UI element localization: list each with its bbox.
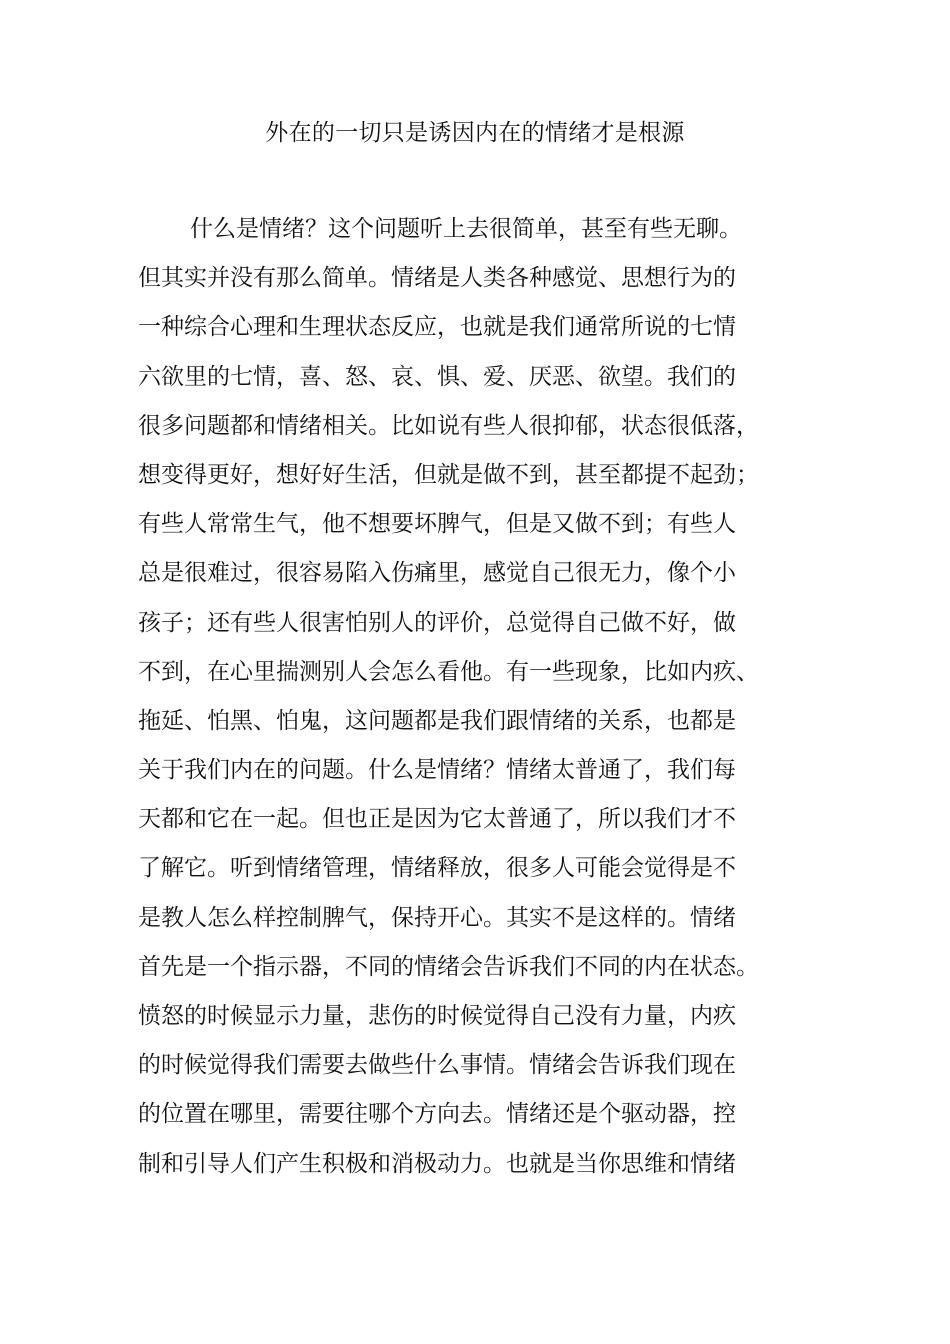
text-line: 但其实并没有那么简单。情绪是人类各种感觉、思想行为的 xyxy=(138,265,736,292)
text-line: 拖延、怕黑、怕鬼，这问题都是我们跟情绪的关系，也都是 xyxy=(138,707,736,734)
document-body xyxy=(138,205,838,1189)
text-line: 是教人怎么样控制脾气，保持开心。其实不是这样的。情绪 xyxy=(138,904,736,931)
text-line: 不到，在心里揣测别人会怎么看他。有一些现象，比如内疚、 xyxy=(138,658,759,685)
text-line: 天都和它在一起。但也正是因为它太普通了，所以我们才不 xyxy=(138,806,736,833)
text-line: 有些人常常生气，他不想要坏脾气，但是又做不到；有些人 xyxy=(138,511,736,538)
text-line: 总是很难过，很容易陷入伤痛里，感觉自己很无力，像个小 xyxy=(138,560,736,587)
text-line: 的位置在哪里，需要往哪个方向去。情绪还是个驱动器，控 xyxy=(138,1101,736,1128)
text-line: 孩子；还有些人很害怕别人的评价，总觉得自己做不好，做 xyxy=(138,609,736,636)
text-line: 制和引导人们产生积极和消极动力。也就是当你思维和情绪 xyxy=(138,1150,736,1177)
text-line: 想变得更好，想好好生活，但就是做不到，甚至都提不起劲； xyxy=(138,461,759,488)
text-line: 什么是情绪？这个问题听上去很简单，甚至有些无聊。 xyxy=(190,216,742,242)
text-line: 的时候觉得我们需要去做些什么事情。情绪会告诉我们现在 xyxy=(138,1052,736,1079)
document-title: 外在的一切只是诱因内在的情绪才是根源 xyxy=(265,120,685,146)
text-line: 一种综合心理和生理状态反应，也就是我们通常所说的七情 xyxy=(138,314,736,341)
text-line: 关于我们内在的问题。什么是情绪？情绪太普通了，我们每 xyxy=(138,757,736,784)
text-line: 愤怒的时候显示力量，悲伤的时候觉得自己没有力量，内疚 xyxy=(138,1003,736,1029)
text-line: 首先是一个指示器，不同的情绪会告诉我们不同的内在状态。 xyxy=(138,953,759,980)
text-line: 很多问题都和情绪相关。比如说有些人很抑郁，状态很低落， xyxy=(138,412,759,439)
text-line: 六欲里的七情，喜、怒、哀、惧、爱、厌恶、欲望。我们的 xyxy=(138,363,736,390)
text-line: 了解它。听到情绪管理，情绪释放，很多人可能会觉得是不 xyxy=(138,855,736,882)
